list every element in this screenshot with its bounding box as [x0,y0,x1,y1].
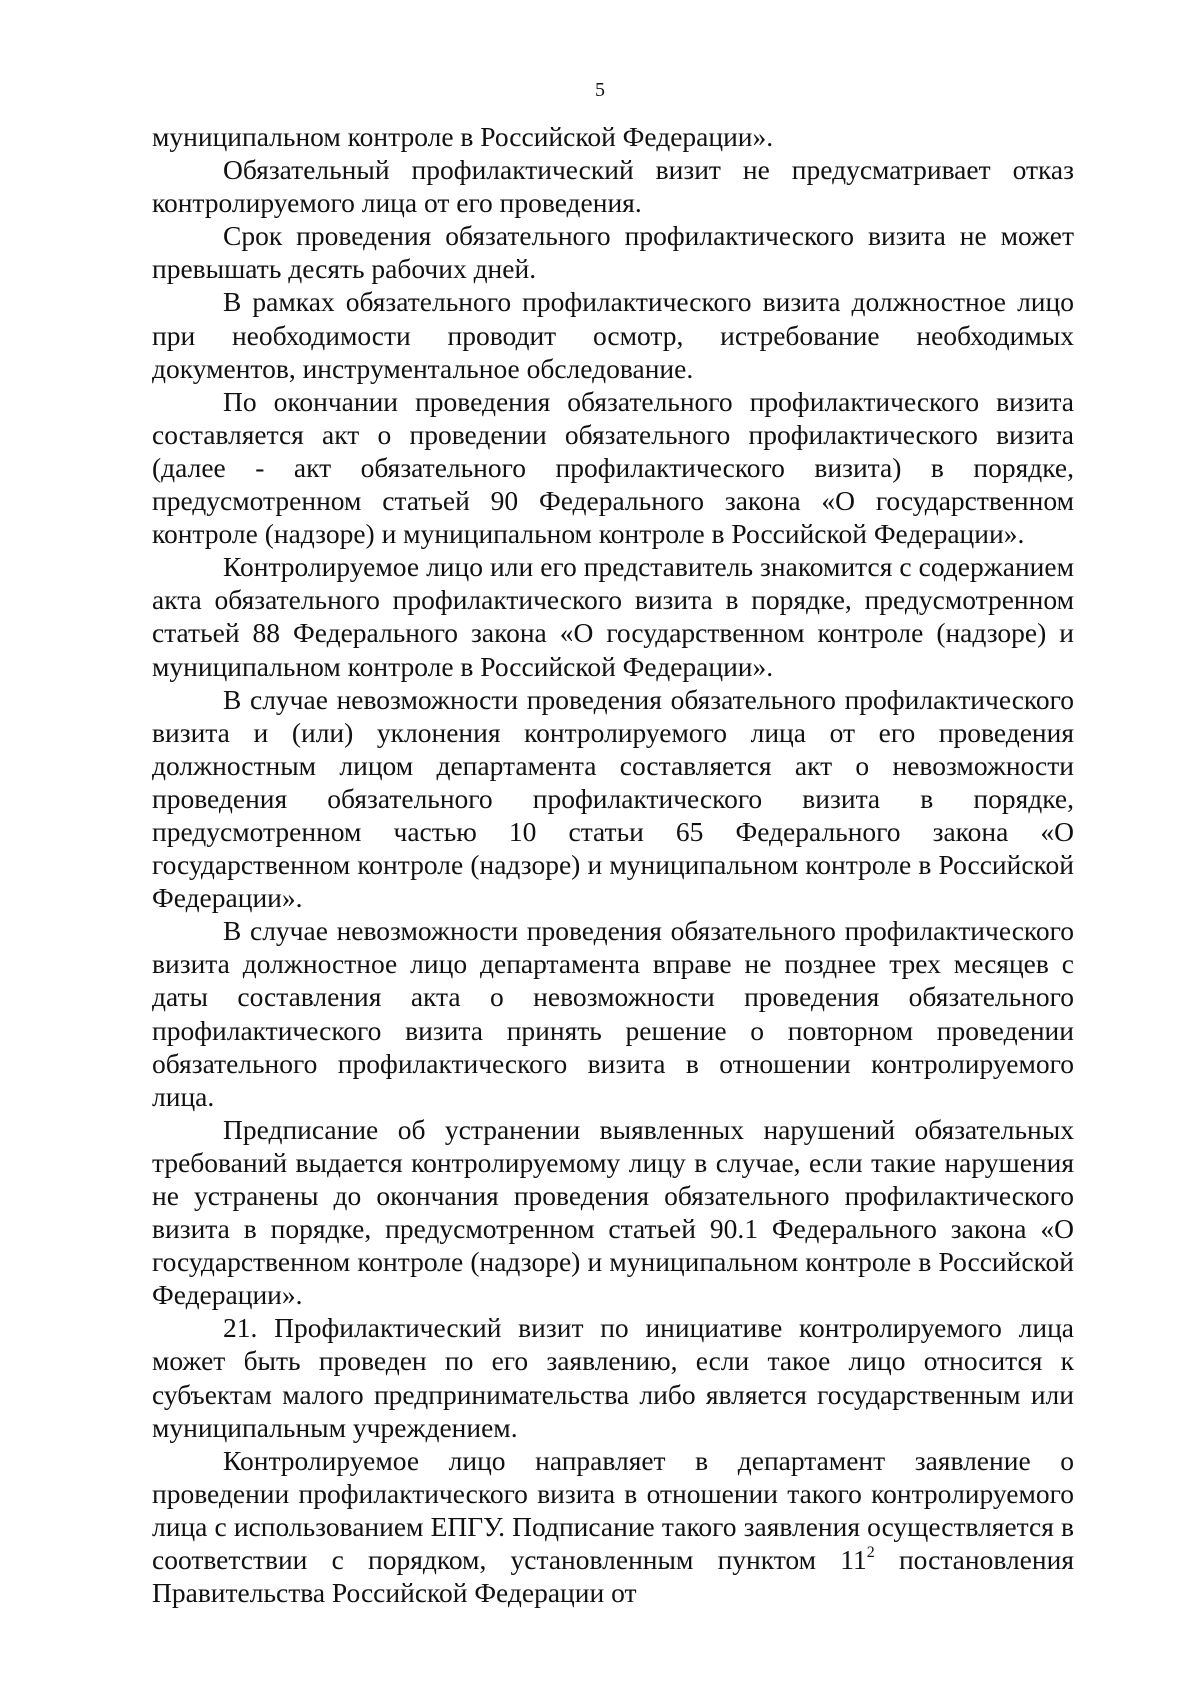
paragraph-item-21: 21. Профилактический визит по инициативе контролируемого лица может быть проведен по его заявлению, если такое лицо относится к субъектам малого предпринимательства либо является государственным или муниципальным учреждением. [152,1312,1074,1443]
paragraph: Предписание об устранении выявленных нарушений обязательных требований выдается контролируемому лицу в случае, если такие нарушения не устранены до окончания проведения обязательного профилактического визита в порядке, предусмотренном статьей 90.1 Федерального закона «О государственном контроле (надзоре) и муниципальном контроле в Российской Федерации». [152,1113,1074,1311]
paragraph: Контролируемое лицо или его представитель знакомится с содержанием акта обязательного профилактического визита в порядке, предусмотренном статьей 88 Федерального закона «О государственном контроле (надзоре) и муниципальном контроле в Российской Федерации». [152,551,1074,682]
superscript-marker: 2 [866,1543,875,1561]
document-body [152,120,1074,1609]
paragraph-last-text: Контролируемое лицо направляет в департамент заявление о проведении профилактического визита в отношении такого контролируемого лица с использованием ЕПГУ. Подписание такого заявления осуществляется в соответствии с порядком, установленным пунктом 11 [152,1444,1074,1576]
paragraph-last-tail: постановления Правительства Российской Федерации от [152,1544,1074,1609]
paragraph-continuation: муниципальном контроле в Российской Федерации». [152,121,774,152]
paragraph: Обязательный профилактический визит не предусматривает отказ контролируемого лица от его проведения. [152,154,1074,219]
paragraph: В рамках обязательного профилактического визита должностное лицо при необходимости проводит осмотр, истребование необходимых документов, инструментальное обследование. [152,286,1074,384]
paragraph: В случае невозможности проведения обязательного профилактического визита должностное лицо департамента вправе не позднее трех месяцев с даты составления акта о невозможности проведения обязательного профилактического визита принять решение о повторном проведении обязательного профилактического визита в отношении контролируемого лица. [152,915,1074,1112]
paragraph: Срок проведения обязательного профилактического визита не может превышать десять рабочих дней. [152,220,1074,285]
page-number: 5 [595,79,605,101]
paragraph-last [152,1444,1074,1609]
paragraph: В случае невозможности проведения обязательного профилактического визита и (или) уклонения контролируемого лица от его проведения должностным лицом департамента составляется акт о невозможности проведения обязательного профилактического визита в порядке, предусмотренном частью 10 статьи 65 Федерального закона «О государственном контроле (надзоре) и муниципальном контроле в Российской Федерации». [152,683,1074,914]
paragraph: По окончании проведения обязательного профилактического визита составляется акт о проведении обязательного профилактического визита (далее - акт обязательного профилактического визита) в порядке, предусмотренном статьей 90 Федерального закона «О государственном контроле (надзоре) и муниципальном контроле в Российской Федерации». [152,385,1074,550]
